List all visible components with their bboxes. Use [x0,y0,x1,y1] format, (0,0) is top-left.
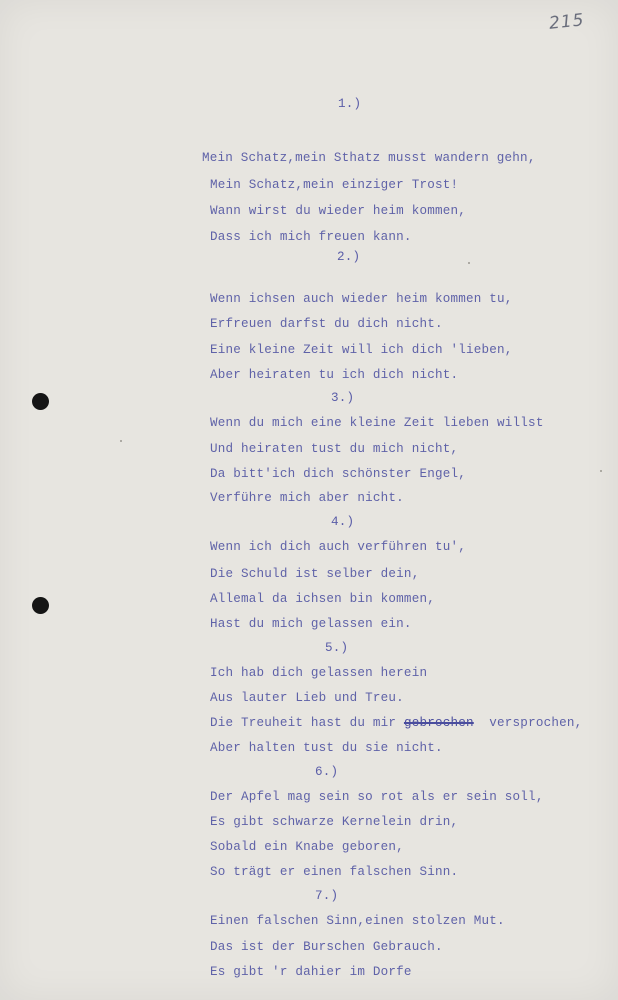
poem-line: Wenn ich dich auch verführen tu', [210,540,466,554]
punch-hole [32,393,49,410]
poem-line: Dass ich mich freuen kann. [210,230,412,244]
poem-line: Aber halten tust du sie nicht. [210,741,443,755]
poem-line: Ich hab dich gelassen herein [210,666,428,680]
poem-line: Der Apfel mag sein so rot als er sein soll, [210,790,544,804]
page-number: 215 [548,10,586,34]
poem-line: Sobald ein Knabe geboren, [210,840,404,854]
poem-line: Verführe mich aber nicht. [210,491,404,505]
stanza-number: 2.) [337,250,361,264]
poem-line: So trägt er einen falschen Sinn. [210,865,459,879]
paper-speck [600,470,602,472]
poem-line: Das ist der Burschen Gebrauch. [210,940,443,954]
stanza-number: 1.) [338,97,362,111]
poem-line-end: versprochen, [473,716,583,730]
poem-line: Wenn du mich eine kleine Zeit lieben willst [210,416,544,430]
poem-line: Es gibt schwarze Kernelein drin, [210,815,459,829]
paper-speck [120,440,122,442]
poem-line: Einen falschen Sinn,einen stolzen Mut. [210,914,505,928]
poem-line: Hast du mich gelassen ein. [210,617,412,631]
poem-line: Und heiraten tust du mich nicht, [210,442,459,456]
poem-line: Aus lauter Lieb und Treu. [210,691,404,705]
poem-line: Die Schuld ist selber dein, [210,567,420,581]
poem-line: Erfreuen darfst du dich nicht. [210,317,443,331]
stanza-number: 7.) [315,889,339,903]
poem-line: Mein Schatz,mein einziger Trost! [210,178,459,192]
poem-line-start: Die Treuheit hast du mir [210,716,404,730]
poem-line: Mein Schatz,mein Sthatz musst wandern gehn, [202,151,536,165]
stanza-number: 3.) [331,391,355,405]
struck-word: gebrochen [403,716,474,730]
poem-line: Wenn ichsen auch wieder heim kommen tu, [210,292,513,306]
poem-line: Es gibt 'r dahier im Dorfe [210,965,412,979]
poem-line-with-correction [210,715,582,731]
stanza-number: 6.) [315,765,339,779]
poem-line: Eine kleine Zeit will ich dich 'lieben, [210,343,513,357]
poem-line: Aber heiraten tu ich dich nicht. [210,368,459,382]
punch-hole [32,597,49,614]
paper-speck [468,262,470,264]
poem-line: Allemal da ichsen bin kommen, [210,592,435,606]
stanza-number: 4.) [331,515,355,529]
poem-line: Da bitt'ich dich schönster Engel, [210,467,466,481]
poem-line: Wann wirst du wieder heim kommen, [210,204,466,218]
stanza-number: 5.) [325,641,349,655]
